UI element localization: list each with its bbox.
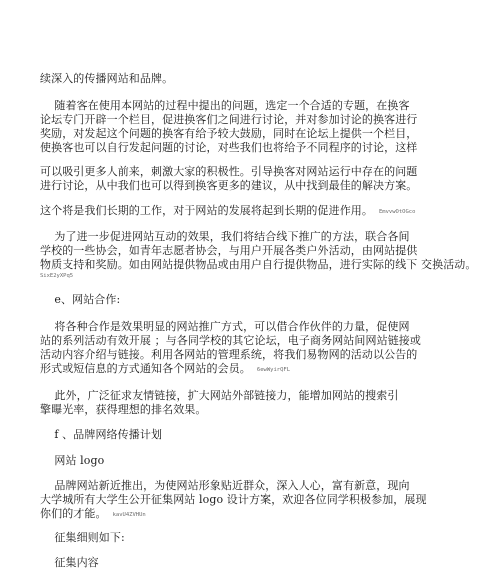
text-line-18: 擎曝光率，获得理想的排名效果。	[40, 403, 207, 416]
doc-code: EmvvwOtOGco	[379, 209, 416, 215]
text-line-17: 此外，广泛征求友情链接，扩大网站外部链接力，能增加网站的搜索引	[40, 389, 399, 402]
subheading-logo: 网站 logo	[40, 454, 105, 467]
text-line-4: 奖励，对发起这个问题的换客有给予较大鼓励，同时在论坛上提供一个栏目，	[40, 127, 418, 140]
text-line-15: 活动内容介绍与链接。利用各网站的管理系统，将我们易物网的活动以公告的	[40, 348, 418, 361]
text-line-25: 征集内容	[40, 556, 99, 569]
text-line-14: 站的系列活动有效开展 ；与各同学校的其它论坛，电子商务网站间网站链接或	[40, 334, 421, 347]
text-line-21: 品牌网站新近推出，为使网站形象贴近群众，深入人心，富有新意，现向	[40, 479, 410, 492]
section-heading-f: f 、品牌网络传播计划	[40, 428, 163, 441]
text-line-22: 大学城所有大学生公开征集网站 logo 设计方案，欢迎各位同学积极参加，展现	[40, 493, 427, 506]
text-line-24: 征集细则如下:	[40, 531, 125, 544]
text-line-9: 为了进一步促进网站互动的效果，我们将结合线下推广的方法，联合各间	[40, 230, 410, 243]
text-line-6: 可以吸引更多人前来，刺激大家的积极性。引导换客对网站运行中存在的问题	[40, 165, 418, 178]
text-line-8: 这个将是我们长期的工作，对于网站的发展将起到长期的促进作用。 EmvvwOtOGco	[40, 204, 416, 217]
doc-code: 6ewWyirQFL	[256, 367, 291, 373]
text-line-5: 使换客也可以自行发起问题的讨论，对些我们也将给予不同程序的讨论，这样	[40, 141, 418, 154]
text-line-16: 形式或短信息的方式通知各个网站的会员。 6ewWyirQFL	[40, 362, 291, 375]
text-line-10: 学校的一些协会，如青年志愿者协会，与用户开展各类户外活动，由网站提供	[40, 244, 418, 257]
doc-code: kavU4ZVHUn	[112, 512, 146, 518]
text-line-1: 续深入的传播网站和品牌。	[40, 72, 174, 85]
text-line-2: 随着客在使用本网站的过程中提出的问题，选定一个合适的专题，在换客	[40, 99, 410, 112]
text-line-23: 你们的才能。 kavU4ZVHUn	[40, 507, 146, 520]
text-line-3: 论坛专门开辟一个栏目，促进换客们之间进行讨论，并对参加讨论的换客进行	[40, 113, 418, 126]
doc-code-line: SixE2yXPq5	[40, 273, 74, 279]
text-line-13: 将各种合作是效果明显的网站推广方式，可以借合作伙伴的力量，促使网	[40, 320, 410, 333]
text-line-11: 物质支持和奖励。如由网站提供物品或由用户自行提供物品，进行实际的线下 交换活动。	[40, 258, 477, 271]
section-heading-e: e、网站合作:	[40, 293, 121, 306]
text-line-7: 进行讨论，从中我们也可以得到换客更多的建议，从中找到最佳的解决方案。	[40, 179, 418, 192]
